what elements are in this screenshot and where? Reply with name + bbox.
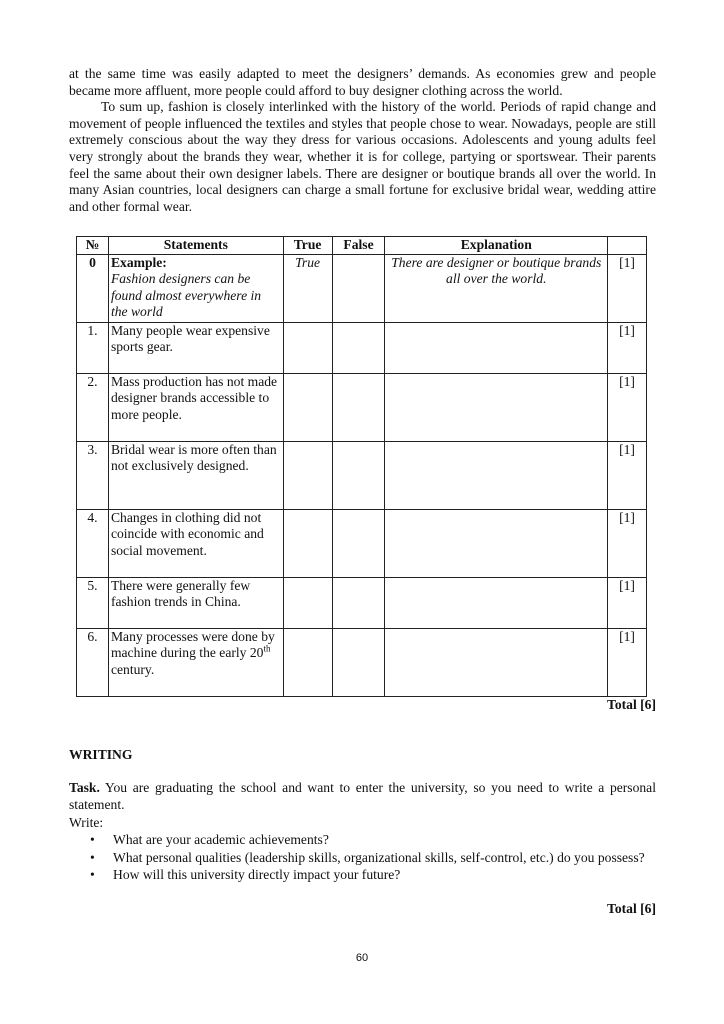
header-true: True bbox=[283, 237, 332, 255]
example-false bbox=[332, 254, 385, 322]
list-item bbox=[90, 832, 650, 849]
row-mark: [1] bbox=[608, 628, 647, 696]
page-number: 60 bbox=[355, 952, 369, 964]
row-mark: [1] bbox=[608, 441, 647, 509]
false-answer-cell[interactable] bbox=[332, 577, 385, 628]
table-row bbox=[77, 373, 647, 441]
row-statement: Bridal wear is more often than not exclusively designed. bbox=[108, 441, 283, 509]
example-explanation: There are designer or boutique brands all over the world. bbox=[385, 254, 608, 322]
bullet-icon: • bbox=[90, 867, 95, 883]
bullet-icon: • bbox=[90, 832, 95, 847]
row-statement: Changes in clothing did not coincide with economic and social movement. bbox=[108, 509, 283, 577]
true-answer-cell[interactable] bbox=[283, 577, 332, 628]
true-answer-cell[interactable] bbox=[283, 373, 332, 441]
row-mark: [1] bbox=[608, 322, 647, 373]
example-label: Example: bbox=[110, 254, 167, 270]
false-answer-cell[interactable] bbox=[332, 509, 385, 577]
true-false-table bbox=[76, 236, 647, 697]
table-row-example bbox=[77, 254, 647, 322]
task-label: Task. bbox=[69, 780, 100, 795]
row-num: 1. bbox=[77, 322, 109, 373]
row-num: 0 bbox=[77, 254, 109, 322]
true-answer-cell[interactable] bbox=[283, 628, 332, 696]
explanation-answer-cell[interactable] bbox=[385, 441, 608, 509]
header-mark bbox=[608, 237, 647, 255]
explanation-answer-cell[interactable] bbox=[385, 509, 608, 577]
header-false: False bbox=[332, 237, 385, 255]
table-header-row bbox=[77, 237, 647, 255]
row-statement-text-end: century. bbox=[110, 661, 155, 677]
row-statement: Mass production has not made designer brands accessible to more people. bbox=[108, 373, 283, 441]
table-row bbox=[77, 509, 647, 577]
table-row bbox=[77, 322, 647, 373]
row-num: 3. bbox=[77, 441, 109, 509]
header-explanation: Explanation bbox=[385, 237, 608, 255]
row-num: 2. bbox=[77, 373, 109, 441]
passage-paragraph-2: To sum up, fashion is closely interlinked with the history of the world. Periods of rapid change and movement of people influenced the textiles and styles that people chose to wear. Nowadays, people are still extremely conscious about the way they dress for various occasions. Adolescents and young adults feel very strongly about the brands they wear, whether it is for college, partying or sportswear. Their parents feel the same about their own designer labels. There are designer or boutique brands all over the world. In many Asian countries, local designers can charge a small fortune for exclusive bridal wear, wedding attire and other formal wear. bbox=[69, 99, 656, 214]
example-true: True bbox=[283, 254, 332, 322]
true-answer-cell[interactable] bbox=[283, 441, 332, 509]
writing-task bbox=[69, 780, 656, 813]
ordinal-suffix: th bbox=[263, 643, 271, 654]
list-item bbox=[90, 850, 650, 867]
row-statement: There were generally few fashion trends in China. bbox=[108, 577, 283, 628]
bullet-text: What personal qualities (leadership skills, organizational skills, self-control, etc.) do you possess? bbox=[113, 849, 645, 865]
row-mark: [1] bbox=[608, 577, 647, 628]
bullet-icon: • bbox=[90, 849, 95, 865]
table-row bbox=[77, 577, 647, 628]
explanation-answer-cell[interactable] bbox=[385, 322, 608, 373]
table-row bbox=[77, 628, 647, 696]
explanation-answer-cell[interactable] bbox=[385, 628, 608, 696]
list-item bbox=[90, 867, 650, 884]
row-mark: [1] bbox=[608, 373, 647, 441]
write-label: Write: bbox=[69, 815, 104, 830]
header-statements: Statements bbox=[108, 237, 283, 255]
bullet-text: How will this university directly impact your future? bbox=[113, 867, 401, 883]
row-statement: Many people wear expensive sports gear. bbox=[108, 322, 283, 373]
true-answer-cell[interactable] bbox=[283, 509, 332, 577]
false-answer-cell[interactable] bbox=[332, 441, 385, 509]
example-statement: Fashion designers can be found almost everywhere in the world bbox=[110, 271, 262, 320]
header-num: № bbox=[77, 237, 109, 255]
row-num: 5. bbox=[77, 577, 109, 628]
false-answer-cell[interactable] bbox=[332, 322, 385, 373]
example-statement-cell bbox=[108, 254, 283, 322]
row-mark: [1] bbox=[608, 509, 647, 577]
false-answer-cell[interactable] bbox=[332, 628, 385, 696]
row-num: 4. bbox=[77, 509, 109, 577]
reading-total: Total [6] bbox=[607, 697, 656, 712]
passage-paragraph-1: at the same time was easily adapted to meet the designers’ demands. As economies grew and people became more affluent, more people could afford to buy designer clothing across the world. bbox=[69, 66, 656, 98]
row-mark: [1] bbox=[608, 254, 647, 322]
explanation-answer-cell[interactable] bbox=[385, 373, 608, 441]
bullet-text: What are your academic achievements? bbox=[113, 832, 329, 847]
reading-passage bbox=[69, 66, 656, 215]
writing-total: Total [6] bbox=[607, 901, 656, 916]
writing-heading: WRITING bbox=[69, 747, 133, 762]
table-row bbox=[77, 441, 647, 509]
row-statement bbox=[108, 628, 283, 696]
writing-bullets bbox=[90, 832, 650, 885]
row-num: 6. bbox=[77, 628, 109, 696]
true-answer-cell[interactable] bbox=[283, 322, 332, 373]
task-text: You are graduating the school and want to enter the university, so you need to write a personal statement. bbox=[69, 780, 656, 812]
row-statement-text: Many processes were done by machine during the early 20 bbox=[110, 628, 275, 661]
false-answer-cell[interactable] bbox=[332, 373, 385, 441]
explanation-answer-cell[interactable] bbox=[385, 577, 608, 628]
